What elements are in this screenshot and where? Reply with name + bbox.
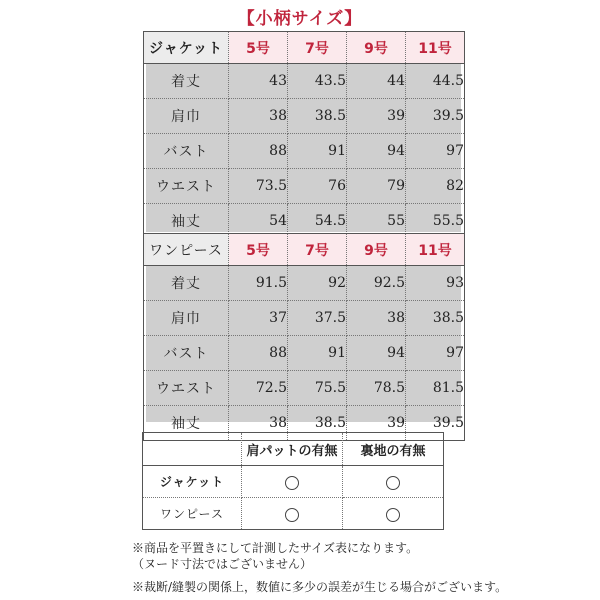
circle-mark-icon (386, 508, 400, 522)
size-value: 79 (347, 169, 406, 204)
size-value: 88 (229, 336, 288, 371)
size-value: 55 (347, 204, 406, 239)
size-value: 38.5 (288, 99, 347, 134)
table-row (144, 336, 465, 371)
circle-mark-icon (285, 476, 299, 490)
size-value: 97 (406, 134, 465, 169)
shoulder-pad-lining-table (142, 432, 444, 530)
size-header: 5号 (229, 32, 288, 64)
notes (132, 540, 592, 595)
size-header: 11号 (406, 32, 465, 64)
row-label: 袖丈 (144, 204, 229, 239)
row-label: バスト (144, 134, 229, 169)
circle-mark-icon (386, 476, 400, 490)
availability-cell (343, 498, 444, 530)
size-value: 37 (229, 301, 288, 336)
size-value: 92 (288, 266, 347, 301)
row-label: 肩巾 (144, 99, 229, 134)
size-value: 44.5 (406, 64, 465, 99)
table-row (144, 371, 465, 406)
size-value: 92.5 (347, 266, 406, 301)
table-row (144, 301, 465, 336)
size-header: 9号 (347, 234, 406, 266)
note-nude-size: （ヌード寸法ではございません） (132, 557, 313, 571)
size-value: 94 (347, 134, 406, 169)
size-value: 76 (288, 169, 347, 204)
shoulder-pad-header: 肩パットの有無 (242, 433, 343, 466)
lining-header: 裏地の有無 (343, 433, 444, 466)
row-label: 着丈 (144, 64, 229, 99)
table-row (143, 498, 444, 530)
size-value: 54 (229, 204, 288, 239)
onepiece-size-table (143, 233, 465, 441)
row-label: 肩巾 (144, 301, 229, 336)
size-header: 7号 (288, 32, 347, 64)
size-header: 11号 (406, 234, 465, 266)
size-value: 93 (406, 266, 465, 301)
size-value: 91 (288, 134, 347, 169)
circle-mark-icon (285, 508, 299, 522)
size-value: 91 (288, 336, 347, 371)
empty-corner-cell (143, 433, 242, 466)
size-value: 38.5 (406, 301, 465, 336)
table-row (144, 266, 465, 301)
page-title: 【小柄サイズ】 (237, 9, 363, 29)
size-value: 43 (229, 64, 288, 99)
size-value: 72.5 (229, 371, 288, 406)
size-value: 91.5 (229, 266, 288, 301)
size-value: 38 (229, 406, 288, 441)
row-label: ジャケット (143, 466, 242, 498)
row-label: ワンピース (143, 498, 242, 530)
jacket-size-table (143, 31, 465, 239)
size-value: 43.5 (288, 64, 347, 99)
size-header: 9号 (347, 32, 406, 64)
note-tolerance: ※裁断/縫製の関係上，数値に多少の誤差が生じる場合がございます。 (132, 580, 508, 594)
row-label: ウエスト (144, 169, 229, 204)
size-value: 82 (406, 169, 465, 204)
size-value: 94 (347, 336, 406, 371)
row-label: ウエスト (144, 371, 229, 406)
size-value: 55.5 (432, 213, 464, 229)
size-value: 39.5 (432, 415, 464, 431)
size-value: 75.5 (288, 371, 347, 406)
availability-cell (343, 466, 444, 498)
size-value: 97 (406, 336, 465, 371)
size-value: 88 (229, 134, 288, 169)
jacket-header-label: ジャケット (144, 32, 229, 64)
table-row (144, 99, 465, 134)
note-measurement: ※商品を平置きにして計測したサイズ表になります。 (132, 541, 419, 555)
size-value: 81.5 (406, 371, 465, 406)
row-label: 着丈 (144, 266, 229, 301)
availability-cell (242, 498, 343, 530)
size-value: 44 (347, 64, 406, 99)
size-value: 38 (229, 99, 288, 134)
size-value: 39.5 (406, 99, 465, 134)
row-label: 袖丈 (144, 406, 229, 441)
table-row (144, 169, 465, 204)
table-row (144, 134, 465, 169)
availability-cell (242, 466, 343, 498)
onepiece-header-label: ワンピース (144, 234, 229, 266)
table-row (143, 466, 444, 498)
size-header: 5号 (229, 234, 288, 266)
row-label: バスト (144, 336, 229, 371)
table-row (144, 64, 465, 99)
size-value: 73.5 (229, 169, 288, 204)
size-header: 7号 (288, 234, 347, 266)
size-value: 37.5 (288, 301, 347, 336)
size-value: 38 (347, 301, 406, 336)
size-value: 38.5 (288, 406, 347, 441)
size-value: 39 (347, 99, 406, 134)
size-value: 39 (347, 406, 406, 441)
size-value: 54.5 (288, 204, 347, 239)
size-value: 78.5 (347, 371, 406, 406)
